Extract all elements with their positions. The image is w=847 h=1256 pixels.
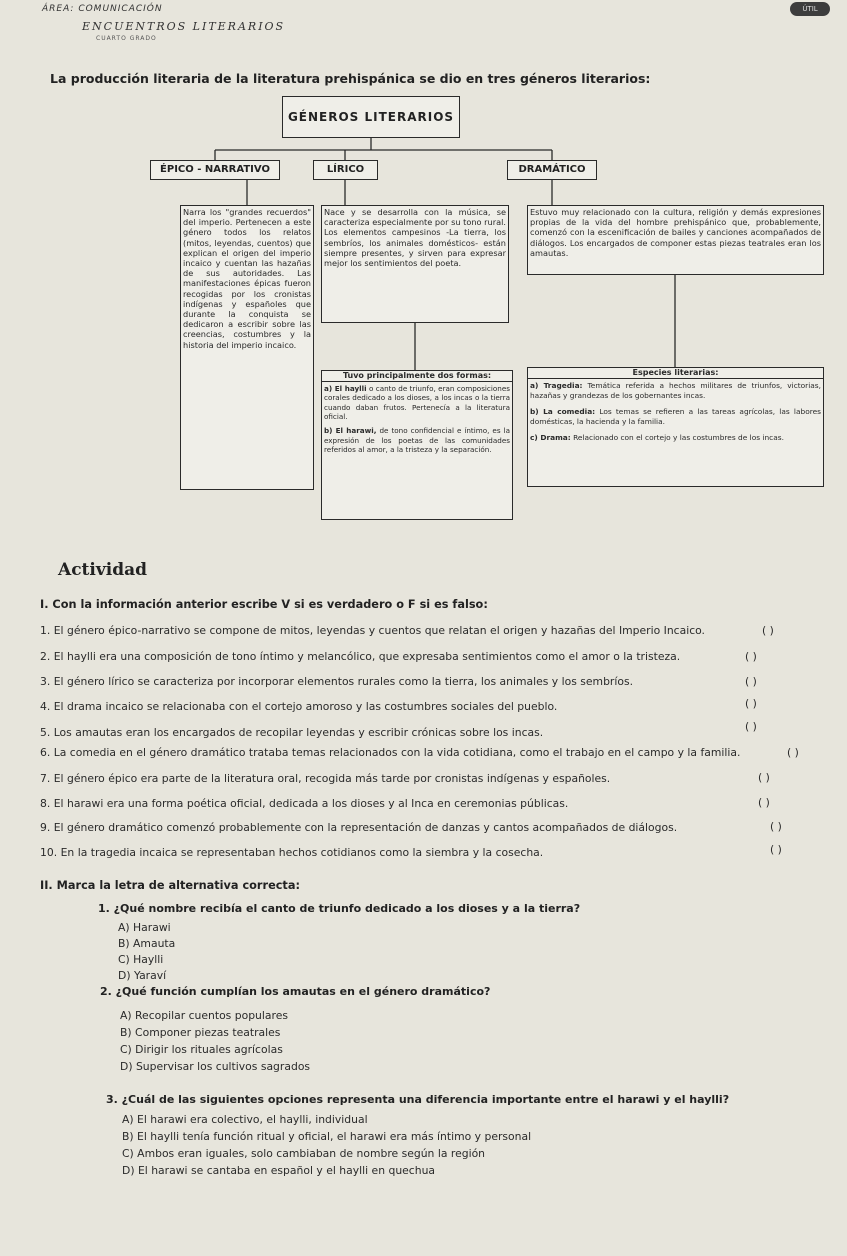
- species-a-text: Temática referida a hechos militares de triunfos, victorias, hazañas y grandezas de los gobernantes incas.: [530, 381, 821, 400]
- tf-item-9: 9. El género dramático comenzó probablemente con la representación de danzas y cantos acompañados de diálogos.: [40, 821, 678, 834]
- tf-item-2: 2. El haylli era una composición de tono íntimo y melancólico, que expresaba sentimientos como el amor o la tristeza.: [40, 650, 681, 663]
- tf-answer-6[interactable]: ( ): [787, 746, 799, 759]
- q1-option-d[interactable]: D) Yaraví: [118, 969, 167, 982]
- activity-title: Actividad: [58, 560, 147, 580]
- tf-item-3: 3. El género lírico se caracteriza por incorporar elementos rurales como la tierra, los animales y los sembríos.: [40, 675, 634, 688]
- tf-item-7: 7. El género épico era parte de la literatura oral, recogida más tarde por cronistas indígenas y españoles.: [40, 772, 611, 785]
- form-a-text: o canto de triunfo, eran composiciones corales dedicado a los dioses, a los incas o la tierra cuando daban frutos. Pertenecía a la literatura oficial.: [324, 383, 510, 422]
- tf-answer-3[interactable]: ( ): [745, 675, 757, 688]
- species-a-label: a) Tragedia:: [530, 381, 583, 390]
- form-a-label: a) El haylli: [324, 383, 367, 393]
- tf-item-8: 8. El harawi era una forma poética oficial, dedicada a los dioses y al Inca en ceremonias públicas.: [40, 797, 569, 810]
- tf-item-6: 6. La comedia en el género dramático trataba temas relacionados con la vida cotidiana, como el trabajo en el campo y la familia.: [40, 746, 741, 759]
- q2-option-d[interactable]: D) Supervisar los cultivos sagrados: [120, 1060, 311, 1073]
- part2-instruction: II. Marca la letra de alternativa correcta:: [40, 879, 300, 892]
- q3-option-a[interactable]: A) El harawi era colectivo, el haylli, individual: [122, 1113, 368, 1126]
- q1-option-c[interactable]: C) Haylli: [118, 953, 164, 966]
- species-c-text: Relacionado con el cortejo y las costumbres de los incas.: [573, 433, 784, 442]
- mc-question-3: 3. ¿Cuál de las siguientes opciones representa una diferencia importante entre el harawi y el haylli?: [106, 1093, 730, 1106]
- form-b-text: de tono confidencial e íntimo, es la expresión de los poetas de las comunidades referidos al amor, a la tristeza y la separación.: [324, 425, 510, 455]
- lirico-form-b: [324, 426, 510, 455]
- species-title: Especies literarias:: [528, 368, 823, 379]
- lirico-forms-box: [321, 370, 513, 520]
- diagram-title: GÉNEROS LITERARIOS: [282, 96, 460, 138]
- dramatico-species-box: [527, 367, 824, 487]
- lirico-description: Nace y se desarrolla con la música, se caracteriza especialmente por su tono rural. Los elementos campesinos -La tierra, los sembríos, los animales domésticos- están siempre presentes, y sirven para expresar mejor los sentimientos del poeta.: [321, 205, 509, 323]
- species-b-label: b) La comedia:: [530, 407, 596, 416]
- tf-answer-8[interactable]: ( ): [758, 796, 770, 809]
- q1-option-a[interactable]: A) Harawi: [118, 921, 171, 934]
- tf-answer-1[interactable]: ( ): [762, 624, 774, 637]
- mc-question-2: 2. ¿Qué función cumplían los amautas en el género dramático?: [100, 985, 491, 998]
- tf-item-5: 5. Los amautas eran los encargados de recopilar leyendas y escribir crónicas sobre los incas.: [40, 726, 544, 739]
- tf-item-4: 4. El drama incaico se relacionaba con el cortejo amoroso y las costumbres sociales del pueblo.: [40, 700, 558, 713]
- grade-label: CUARTO GRADO: [96, 35, 157, 42]
- q2-option-c[interactable]: C) Dirigir los rituales agrícolas: [120, 1043, 283, 1056]
- q3-option-b[interactable]: B) El haylli tenía función ritual y oficial, el harawi era más íntimo y personal: [122, 1130, 532, 1143]
- intro-text: La producción literaria de la literatura prehispánica se dio en tres géneros literarios:: [50, 71, 651, 86]
- subject-header: ÁREA: COMUNICACIÓN: [42, 4, 163, 14]
- lirico-forms-title: Tuvo principalmente dos formas:: [322, 371, 512, 382]
- q2-option-a[interactable]: A) Recopilar cuentos populares: [120, 1009, 288, 1022]
- q3-option-c[interactable]: C) Ambos eran iguales, solo cambiaban de nombre según la región: [122, 1147, 486, 1160]
- dramatico-description: Estuvo muy relacionado con la cultura, religión y demás expresiones propias de la vida del hombre prehispánico que, probablemente, comenzó con la escenificación de bailes y canciones acompañados de diálogos. Los encargados de componer estas piezas teatrales eran los amautas.: [527, 205, 824, 275]
- species-c-label: c) Drama:: [530, 433, 571, 442]
- species-b: [530, 407, 821, 427]
- q3-option-d[interactable]: D) El harawi se cantaba en español y el haylli en quechua: [122, 1164, 436, 1177]
- tf-answer-10[interactable]: ( ): [770, 843, 782, 856]
- epico-description: Narra los "grandes recuerdos" del imperio. Pertenecen a este género todos los relatos (mitos, leyendas, cuentos) que explican el origen del imperio incaico y cuentan las hazañas de sus autoridades. Las manifestaciones épicas fueron recogidas por los cronistas indígenas y españoles que durante la conquista se dedicaron a escribir sobre las creencias, costumbres y la historia del imperio incaico.: [180, 205, 314, 490]
- lirico-form-a: [324, 384, 510, 422]
- species-b-text: Los temas se refieren a las tareas agrícolas, las labores domésticas, la hacienda y la familia.: [530, 407, 822, 426]
- worksheet-title: ENCUENTROS LITERARIOS: [82, 20, 286, 33]
- tf-answer-7[interactable]: ( ): [758, 771, 770, 784]
- q1-option-b[interactable]: B) Amauta: [118, 937, 176, 950]
- mc-question-1: 1. ¿Qué nombre recibía el canto de triunfo dedicado a los dioses y a la tierra?: [98, 902, 581, 915]
- corner-badge: ÚTIL: [790, 2, 830, 16]
- form-b-label: b) El harawi,: [324, 425, 377, 435]
- part1-instruction: I. Con la información anterior escribe V si es verdadero o F si es falso:: [40, 598, 488, 611]
- species-c: [530, 433, 821, 443]
- tf-answer-2[interactable]: ( ): [745, 650, 757, 663]
- tf-answer-5[interactable]: ( ): [745, 720, 757, 733]
- genre-lirico-label: LÍRICO: [313, 160, 378, 180]
- q2-option-b[interactable]: B) Componer piezas teatrales: [120, 1026, 281, 1039]
- tf-answer-9[interactable]: ( ): [770, 820, 782, 833]
- tf-answer-4[interactable]: ( ): [745, 697, 757, 710]
- tf-item-1: 1. El género épico-narrativo se compone de mitos, leyendas y cuentos que relatan el origen y hazañas del Imperio Incaico.: [40, 624, 705, 637]
- genre-epico-label: ÉPICO - NARRATIVO: [150, 160, 280, 180]
- tf-item-10: 10. En la tragedia incaica se representaban hechos cotidianos como la siembra y la cosecha.: [40, 846, 544, 859]
- genre-dramatico-label: DRAMÁTICO: [507, 160, 597, 180]
- species-a: [530, 381, 821, 401]
